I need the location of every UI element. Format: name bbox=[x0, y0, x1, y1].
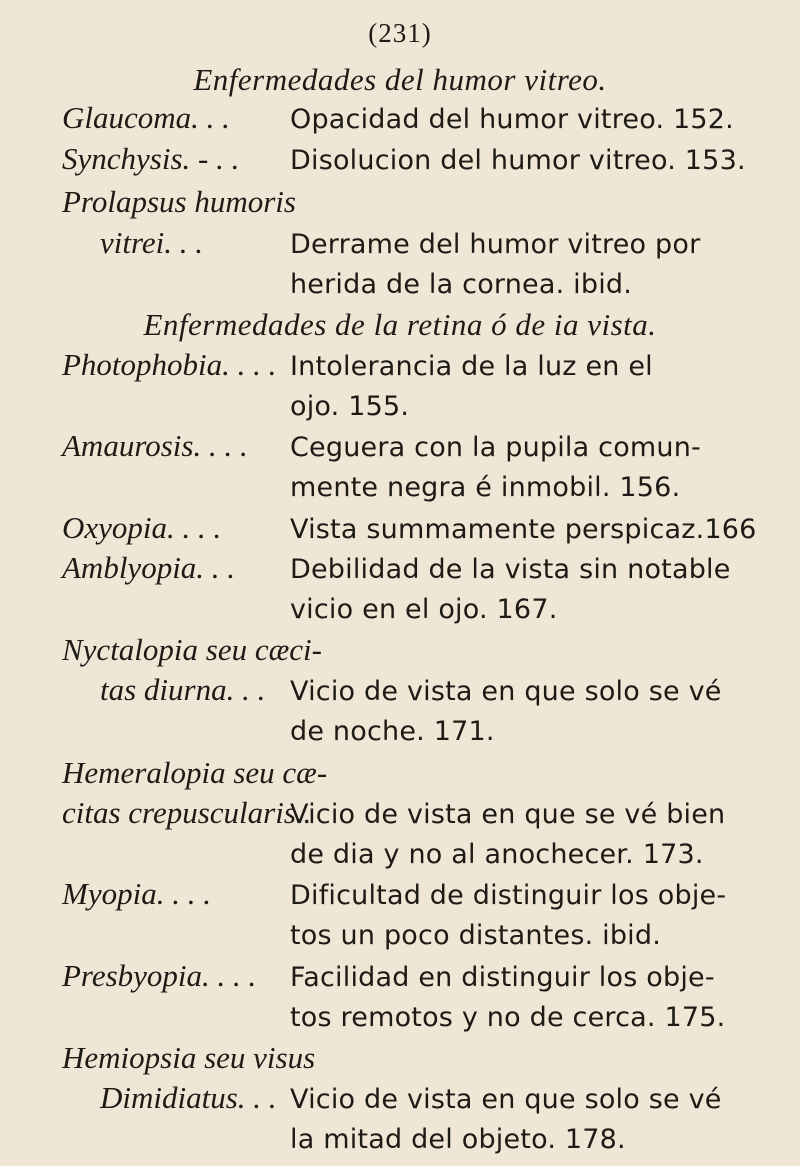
entry-definition: Intolerancia de la luz en el bbox=[290, 351, 653, 382]
page-number: (231) bbox=[368, 18, 432, 48]
entry-term: Glaucoma. . . bbox=[62, 100, 230, 135]
entry-term: Prolapsus humoris bbox=[62, 184, 296, 219]
entry-definition: Vicio de vista en que solo se vé bbox=[290, 676, 722, 707]
entry-definition: Derrame del humor vitreo por bbox=[290, 229, 701, 260]
entry-definition: Ceguera con la pupila comun- bbox=[290, 432, 701, 463]
entry-definition: vicio en el ojo. 167. bbox=[290, 594, 558, 625]
entry-term: Presbyopia. . . . bbox=[62, 958, 257, 993]
entry-term: Nyctalopia seu cæci- bbox=[62, 632, 322, 667]
entry-definition: Vicio de vista en que solo se vé bbox=[290, 1084, 722, 1115]
entry-definition: Opacidad del humor vitreo. 152. bbox=[290, 104, 734, 135]
section-heading-retina: Enfermedades de la retina ó de ia vista. bbox=[143, 307, 657, 342]
entry-term: Dimidiatus. . . bbox=[100, 1080, 277, 1115]
entry-term: citas crepuscularis.. bbox=[62, 795, 312, 830]
entry-definition: Disolucion del humor vitreo. 153. bbox=[290, 145, 746, 176]
entry-term: vitrei. . . bbox=[100, 225, 204, 260]
entry-term: Oxyopia. . . . bbox=[62, 510, 222, 545]
entry-definition: tos remotos y no de cerca. 175. bbox=[290, 1002, 726, 1033]
entry-term: Hemiopsia seu visus bbox=[62, 1040, 316, 1075]
entry-term: Photophobia. . . . bbox=[62, 347, 277, 382]
entry-definition: Dificultad de distinguir los obje- bbox=[290, 880, 727, 911]
entry-definition: Facilidad en distinguir los obje- bbox=[290, 962, 715, 993]
entry-term: tas diurna. . . bbox=[100, 672, 266, 707]
entry-definition: Vicio de vista en que se vé bien bbox=[290, 799, 726, 830]
entry-definition: de noche. 171. bbox=[290, 716, 495, 747]
entry-term: Myopia. . . . bbox=[62, 876, 211, 911]
entry-definition: ojo. 155. bbox=[290, 391, 410, 422]
entry-definition: de dia y no al anochecer. 173. bbox=[290, 839, 704, 870]
entry-definition: la mitad del objeto. 178. bbox=[290, 1124, 626, 1155]
entry-definition: Vista summamente perspicaz.166 bbox=[290, 514, 757, 545]
entry-definition: mente negra é inmobil. 156. bbox=[290, 472, 681, 503]
entry-term: Amaurosis. . . . bbox=[62, 428, 248, 463]
entry-term: Synchysis. - . . bbox=[62, 141, 240, 176]
entry-definition: herida de la cornea. ibid. bbox=[290, 269, 633, 300]
entry-term: Amblyopia. . . bbox=[62, 550, 236, 585]
section-heading-vitreous: Enfermedades del humor vitreo. bbox=[193, 62, 607, 97]
entry-definition: Debilidad de la vista sin notable bbox=[290, 554, 731, 585]
entry-definition: tos un poco distantes. ibid. bbox=[290, 920, 662, 951]
entry-term: Hemeralopia seu cæ- bbox=[62, 755, 328, 790]
